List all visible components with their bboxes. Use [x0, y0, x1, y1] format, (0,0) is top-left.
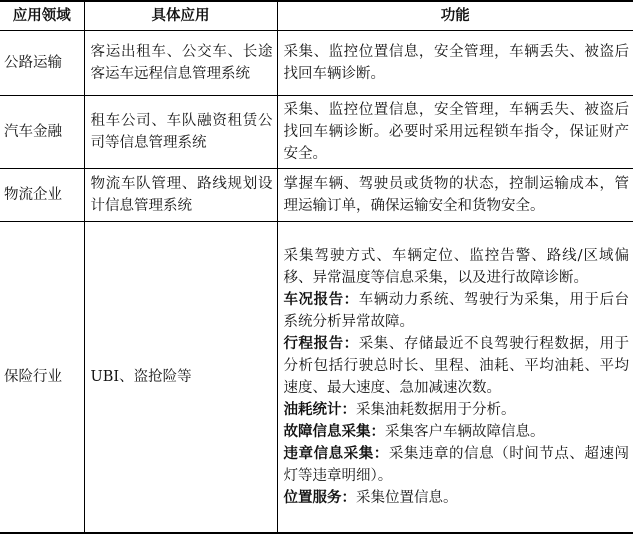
- table-row: [0, 31, 633, 96]
- domain-cell: 保险行业: [0, 222, 84, 534]
- domain-cell: 物流企业: [0, 169, 84, 222]
- function-item: [284, 289, 630, 333]
- header-application: 具体应用: [84, 1, 277, 31]
- domain-cell: 公路运输: [0, 31, 84, 96]
- function-item: [284, 399, 630, 421]
- function-cell: 掌握车辆、驾驶员或货物的状态，控制运输成本，管理运输订单，确保运输安全和货物安全。: [277, 169, 633, 222]
- function-item-term: 违章信息采集：: [283, 445, 389, 462]
- function-cell: [277, 222, 633, 534]
- function-item-text: 车辆动力系统、驾驶行为采集，用于后台系统分析异常故障。: [283, 292, 630, 330]
- function-item-text: 采集、存储最近不良驾驶行程数据，用于分析包括行驶总时长、里程、油耗、平均油耗、平均速度、最大速度、急加减速次数。: [283, 336, 630, 396]
- function-cell: 采集、监控位置信息，安全管理，车辆丢失、被盗后找回车辆诊断。: [277, 31, 633, 96]
- function-cell: 采集、监控位置信息，安全管理，车辆丢失、被盗后找回车辆诊断。必要时采用远程锁车指令，保证财产安全。: [277, 96, 633, 169]
- application-cell: 客运出租车、公交车、长途客运车远程信息管理系统: [84, 31, 277, 96]
- function-item-text: 采集违章的信息（时间节点、超速闯灯等违章明细）。: [283, 446, 630, 484]
- function-item-term: 行程报告：: [283, 335, 359, 352]
- function-item-text: 采集位置信息。: [356, 490, 458, 506]
- header-row: [0, 1, 633, 31]
- function-item: [284, 333, 630, 399]
- table-row: [0, 96, 633, 169]
- application-cell: 物流车队管理、路线规划设计信息管理系统: [84, 169, 277, 222]
- function-item-text: 采集油耗数据用于分析。: [356, 402, 516, 418]
- header-domain: 应用领域: [0, 1, 84, 31]
- function-item-term: 车况报告：: [283, 291, 359, 308]
- table-row: [0, 222, 633, 534]
- function-item: [284, 487, 630, 509]
- function-intro: 采集驾驶方式、车辆定位、监控告警、路线/区域偏移、异常温度等信息采集，以及进行故障诊断。: [283, 248, 629, 286]
- application-cell: UBI、盗抢险等: [84, 222, 277, 534]
- function-item-term: 位置服务：: [283, 489, 356, 506]
- function-item: [284, 421, 630, 443]
- function-item-text: 采集客户车辆故障信息。: [385, 424, 545, 440]
- header-function: 功能: [277, 1, 633, 31]
- table-row: [0, 169, 633, 222]
- domain-cell: 汽车金融: [0, 96, 84, 169]
- function-item-term: 油耗统计：: [283, 401, 356, 418]
- function-item-term: 故障信息采集：: [283, 423, 385, 440]
- function-item: [284, 443, 630, 487]
- application-cell: 租车公司、车队融资租赁公司等信息管理系统: [84, 96, 277, 169]
